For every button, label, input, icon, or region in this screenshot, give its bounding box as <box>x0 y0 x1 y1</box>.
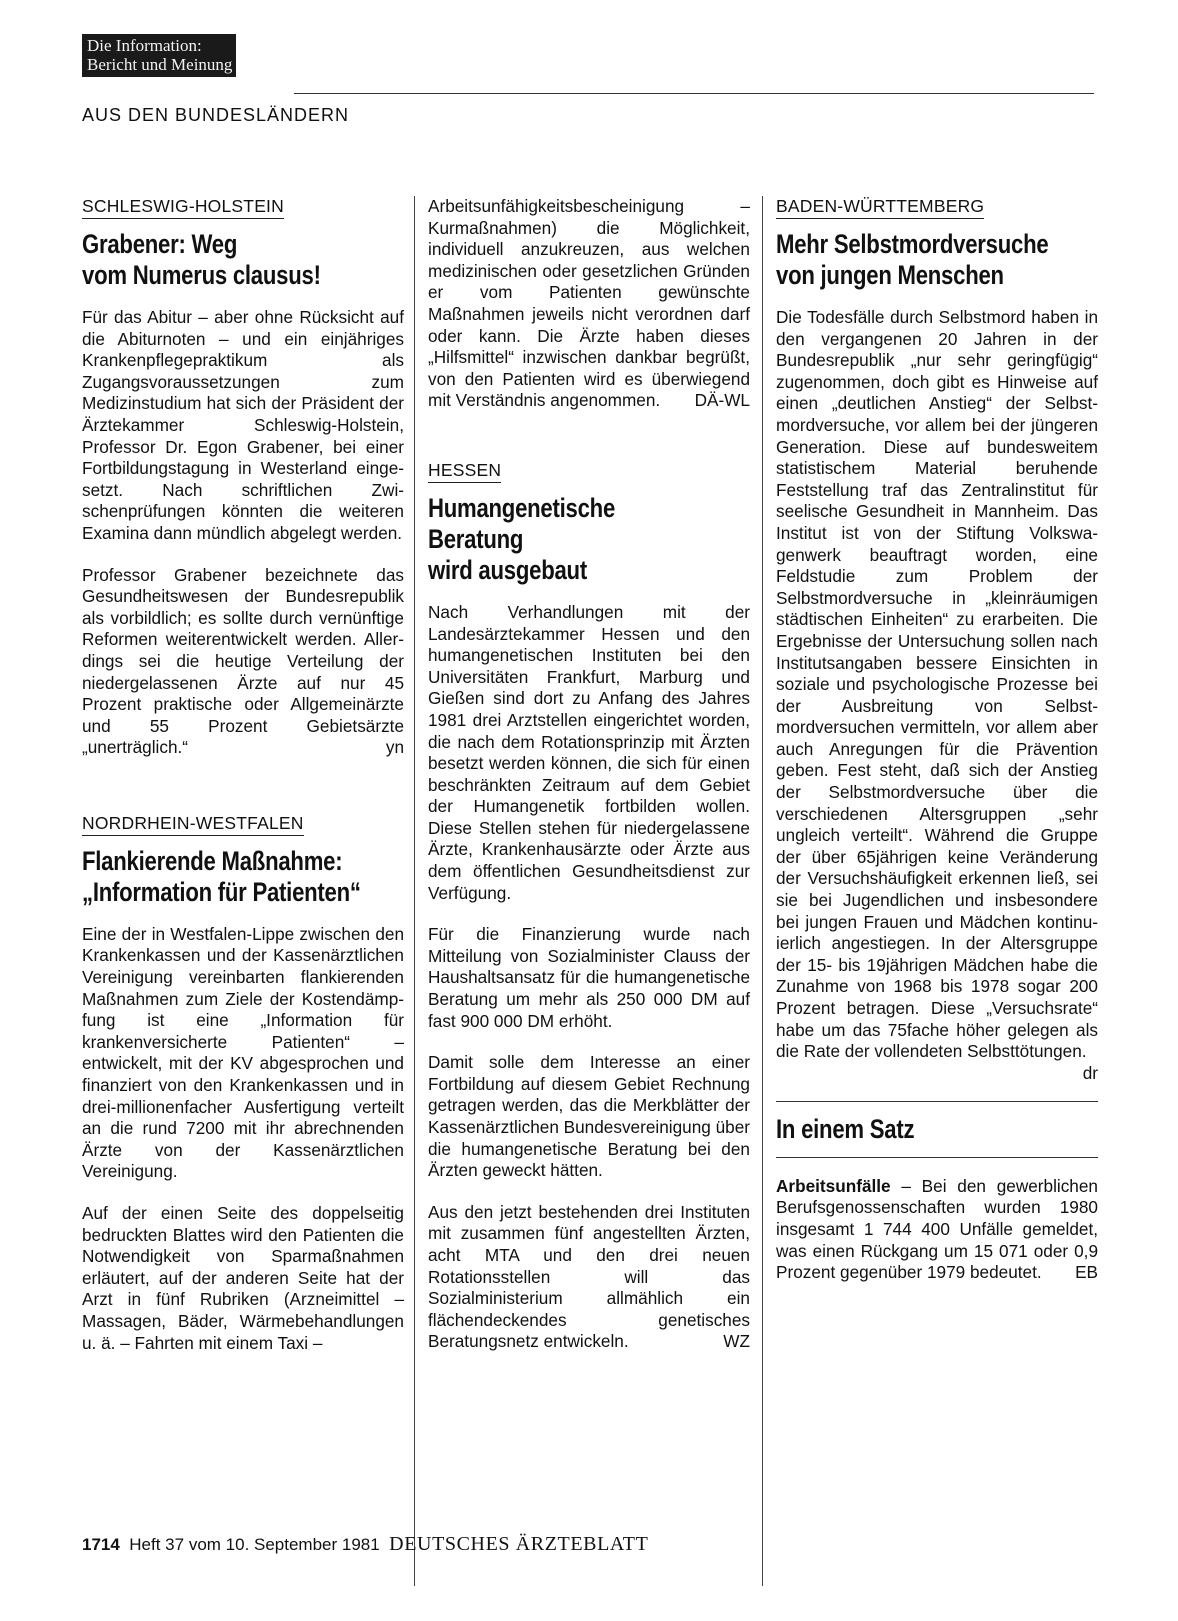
section-label-schleswig-holstein: SCHLESWIG-HOLSTEIN <box>82 196 284 219</box>
headline-selbstmordversuche: Mehr Selbstmordversuche von jungen Menschen <box>776 229 1049 290</box>
paragraph: Für das Abitur – aber ohne Rücksicht auf die Abiturnoten – und ein einjähriges Krankenpflegepraktikum als Zugangsvoraussetzungen zum Medizinstudium hat sich der Präsident der Ärztekammer Schleswig-Holstein, Professor Dr. Egon Grabener, bei einer Fortbildungstagung in Westerland eingesetzt. Nach schriftlichen Zwischenprüfungen könnten die weiteren Examina dann mündlich abgelegt werden. <box>82 307 404 543</box>
author-signature: EB <box>1075 1262 1098 1283</box>
page-footer <box>82 1533 648 1556</box>
department-title: AUS DEN BUNDESLÄNDERN <box>82 105 350 125</box>
section-label-baden-wuerttemberg: BADEN-WÜRTTEMBERG <box>776 196 984 219</box>
column-3 <box>776 196 1098 1284</box>
kicker-line-1: Die Information: <box>87 36 202 55</box>
section-kicker <box>82 34 236 77</box>
paragraph: Arbeitsunfähigkeitsbescheinigung – Kurmaßnahmen) die Möglichkeit, individuell anzukreuzen, aus welchen medizinischen oder gesetzlichen Gründen er vom Patienten gewünschte Maßnahmen jeweils nicht verordnen darf oder kann. Die Ärzte haben dieses „Hilfsmittel“ inzwischen dankbar begrüßt, von den Patienten wird es überwiegend mit Verständnis angenommen. DÄ-WL <box>428 196 750 411</box>
author-signature: DÄ-WL <box>694 390 750 411</box>
paragraph: Arbeitsunfälle – Bei den gewerblichen Berufsgenossenschaften wurden 1980 insgesamt 1 744 400 Unfälle gemeldet, was einen Rückgang um 15 071 oder 0,9 Prozent gegenüber 1979 bedeutet. EB <box>776 1175 1098 1283</box>
headline-in-einem-satz: In einem Satz <box>776 1113 915 1144</box>
column-1 <box>82 196 404 1354</box>
box-rule <box>776 1101 1098 1102</box>
author-signature: WZ <box>723 1331 750 1352</box>
headline-flankierende-massnahme: Flankierende Maßnahme: „Information für Patienten“ <box>82 845 361 907</box>
page-number: 1714 <box>82 1535 120 1554</box>
magazine-name: DEUTSCHES ÄRZTEBLATT <box>389 1533 649 1555</box>
headline-humangenetische-beratung: Humangenetische Beratung wird ausgebaut <box>428 492 616 585</box>
column-divider <box>414 196 415 1586</box>
paragraph: Aus den jetzt bestehenden drei Instituten mit zusammen fünf angestellten Ärzten, acht MTA und den drei neuen Rotationsstellen will das Sozialministerium allmählich ein flächendeckendes genetisches Beratungsnetz entwickeln. WZ <box>428 1201 750 1352</box>
paragraph: Eine der in Westfalen-Lippe zwischen den Krankenkassen und der Kassenärztlichen Vereinigung vereinbarten flankierenden Maßnahmen zum Ziele der Kostendämpfung ist eine „Information für krankenversicherte Patienten“ – entwickelt, mit der KV abgesprochen und finanziert von den Krankenkassen und in drei-millionenfacher Ausfertigung verteilt an die rund 7200 mit ihr abrechnenden Ärzte von der Kassenärztlichen Vereinigung. <box>82 923 404 1182</box>
section-label-hessen: HESSEN <box>428 460 501 483</box>
box-rule <box>776 1157 1098 1158</box>
column-divider <box>762 196 763 1586</box>
column-2 <box>428 196 750 1353</box>
header-rule <box>294 93 1094 94</box>
paragraph: Die Todesfälle durch Selbstmord haben in den vergangenen 20 Jahren in der Bundesrepublik „nur sehr geringfügig“ zugenommen, doch gibt es Hinweise auf einen „deutlichen Anstieg“ der Selbstmordversuche, vor allem bei der jüngeren Generation. Diese auf bundesweitem statistischem Material beruhende Feststellung traf das Zentralinstitut für seelische Gesundheit in Mannheim. Das Institut ist von der Stiftung Volkswagenwerk beauftragt worden, eine Feldstudie zum Problem der Selbstmordversuche in „kleinräumigen städtischen Einheiten“ zu erarbeiten. Die Ergebnisse der Untersuchung sollen nach Institutsangaben bessere Einsichten in soziale und psychologische Prozesse bei der Ausbreitung von Selbstmordversuchen vermitteln, vor allem aber auch Anregungen für die Prävention geben. Fest steht, daß sich der Anstieg der Selbstmordversuche über die verschiedenen Altersgruppen „sehr ungleich verteilt“. Während die Gruppe der über 65jährigen keine Veränderung der Versuchshäufigkeit erkennen ließ, sei sie bei Jugendlichen und insbesondere bei jungen Frauen und Mädchen kontinuierlich angestiegen. In der Altersgruppe der 15- bis 19jährigen Mädchen habe die Zunahme von 1968 bis 1978 sogar 200 Prozent betragen. Diese „Versuchsrate“ habe um das 75fache höher gelegen als die Rate der vollendeten Selbsttötungen. dr <box>776 307 1098 1083</box>
author-signature: dr <box>1082 1062 1098 1083</box>
kicker-line-2: Bericht und Meinung <box>87 55 233 74</box>
paragraph: Auf der einen Seite des doppelseitig bedruckten Blattes wird den Patienten die Notwendigkeit von Sparmaßnahmen erläutert, auf der anderen Seite hat der Arzt in fünf Rubriken (Arzneimittel – Massagen, Bäder, Wärmebehandlungen u. ä. – Fahrten mit einem Taxi – <box>82 1203 404 1353</box>
section-label-nordrhein-westfalen: NORDRHEIN-WESTFALEN <box>82 813 304 836</box>
lead-keyword: Arbeitsunfälle <box>776 1175 891 1196</box>
headline-grabener: Grabener: Weg vom Numerus clausus! <box>82 229 321 290</box>
paragraph: Professor Grabener bezeichnete das Gesundheitswesen der Bundesrepublik als vorbildlich; es sollte durch vernünftige Reformen weiterentwickelt werden. Allerdings sei die heutige Verteilung der niedergelassenen Ärzte auf nur 45 Prozent praktische oder Allgemeinärzte und 55 Prozent Gebietsärzte „unerträglich.“ yn <box>82 564 404 758</box>
paragraph: Nach Verhandlungen mit der Landesärztekammer Hessen und den humangenetischen Instituten bei den Universitäten Frankfurt, Marburg und Gießen sind dort zu Anfang des Jahres 1981 drei Arztstellen eingerichtet worden, die nach dem Rotationsprinzip mit Ärzten besetzt werden können, die sich für einen beschränkten Zeitraum auf dem Gebiet der Humangenetik fortbilden wollen. Diese Stellen stehen für niedergelassene Ärzte, Krankenhausärzte oder Ärzte aus dem öffentlichen Gesundheitsdienst zur Verfügung. <box>428 601 750 903</box>
issue-info: Heft 37 vom 10. September 1981 <box>129 1535 380 1554</box>
paragraph: Damit solle dem Interesse an einer Fortbildung auf diesem Gebiet Rechnung getragen werden, das die Merkblätter der Kassenärztlichen Bundesvereinigung über die humangenetische Beratung bei den Ärzten geweckt hätten. <box>428 1052 750 1181</box>
in-einem-satz-box <box>776 1101 1098 1284</box>
author-signature: yn <box>385 737 404 758</box>
paragraph: Für die Finanzierung wurde nach Mitteilung von Sozialminister Clauss der Haushaltsansatz für die humangenetische Beratung um mehr als 250 000 DM auf fast 900 000 DM erhöht. <box>428 924 750 1031</box>
